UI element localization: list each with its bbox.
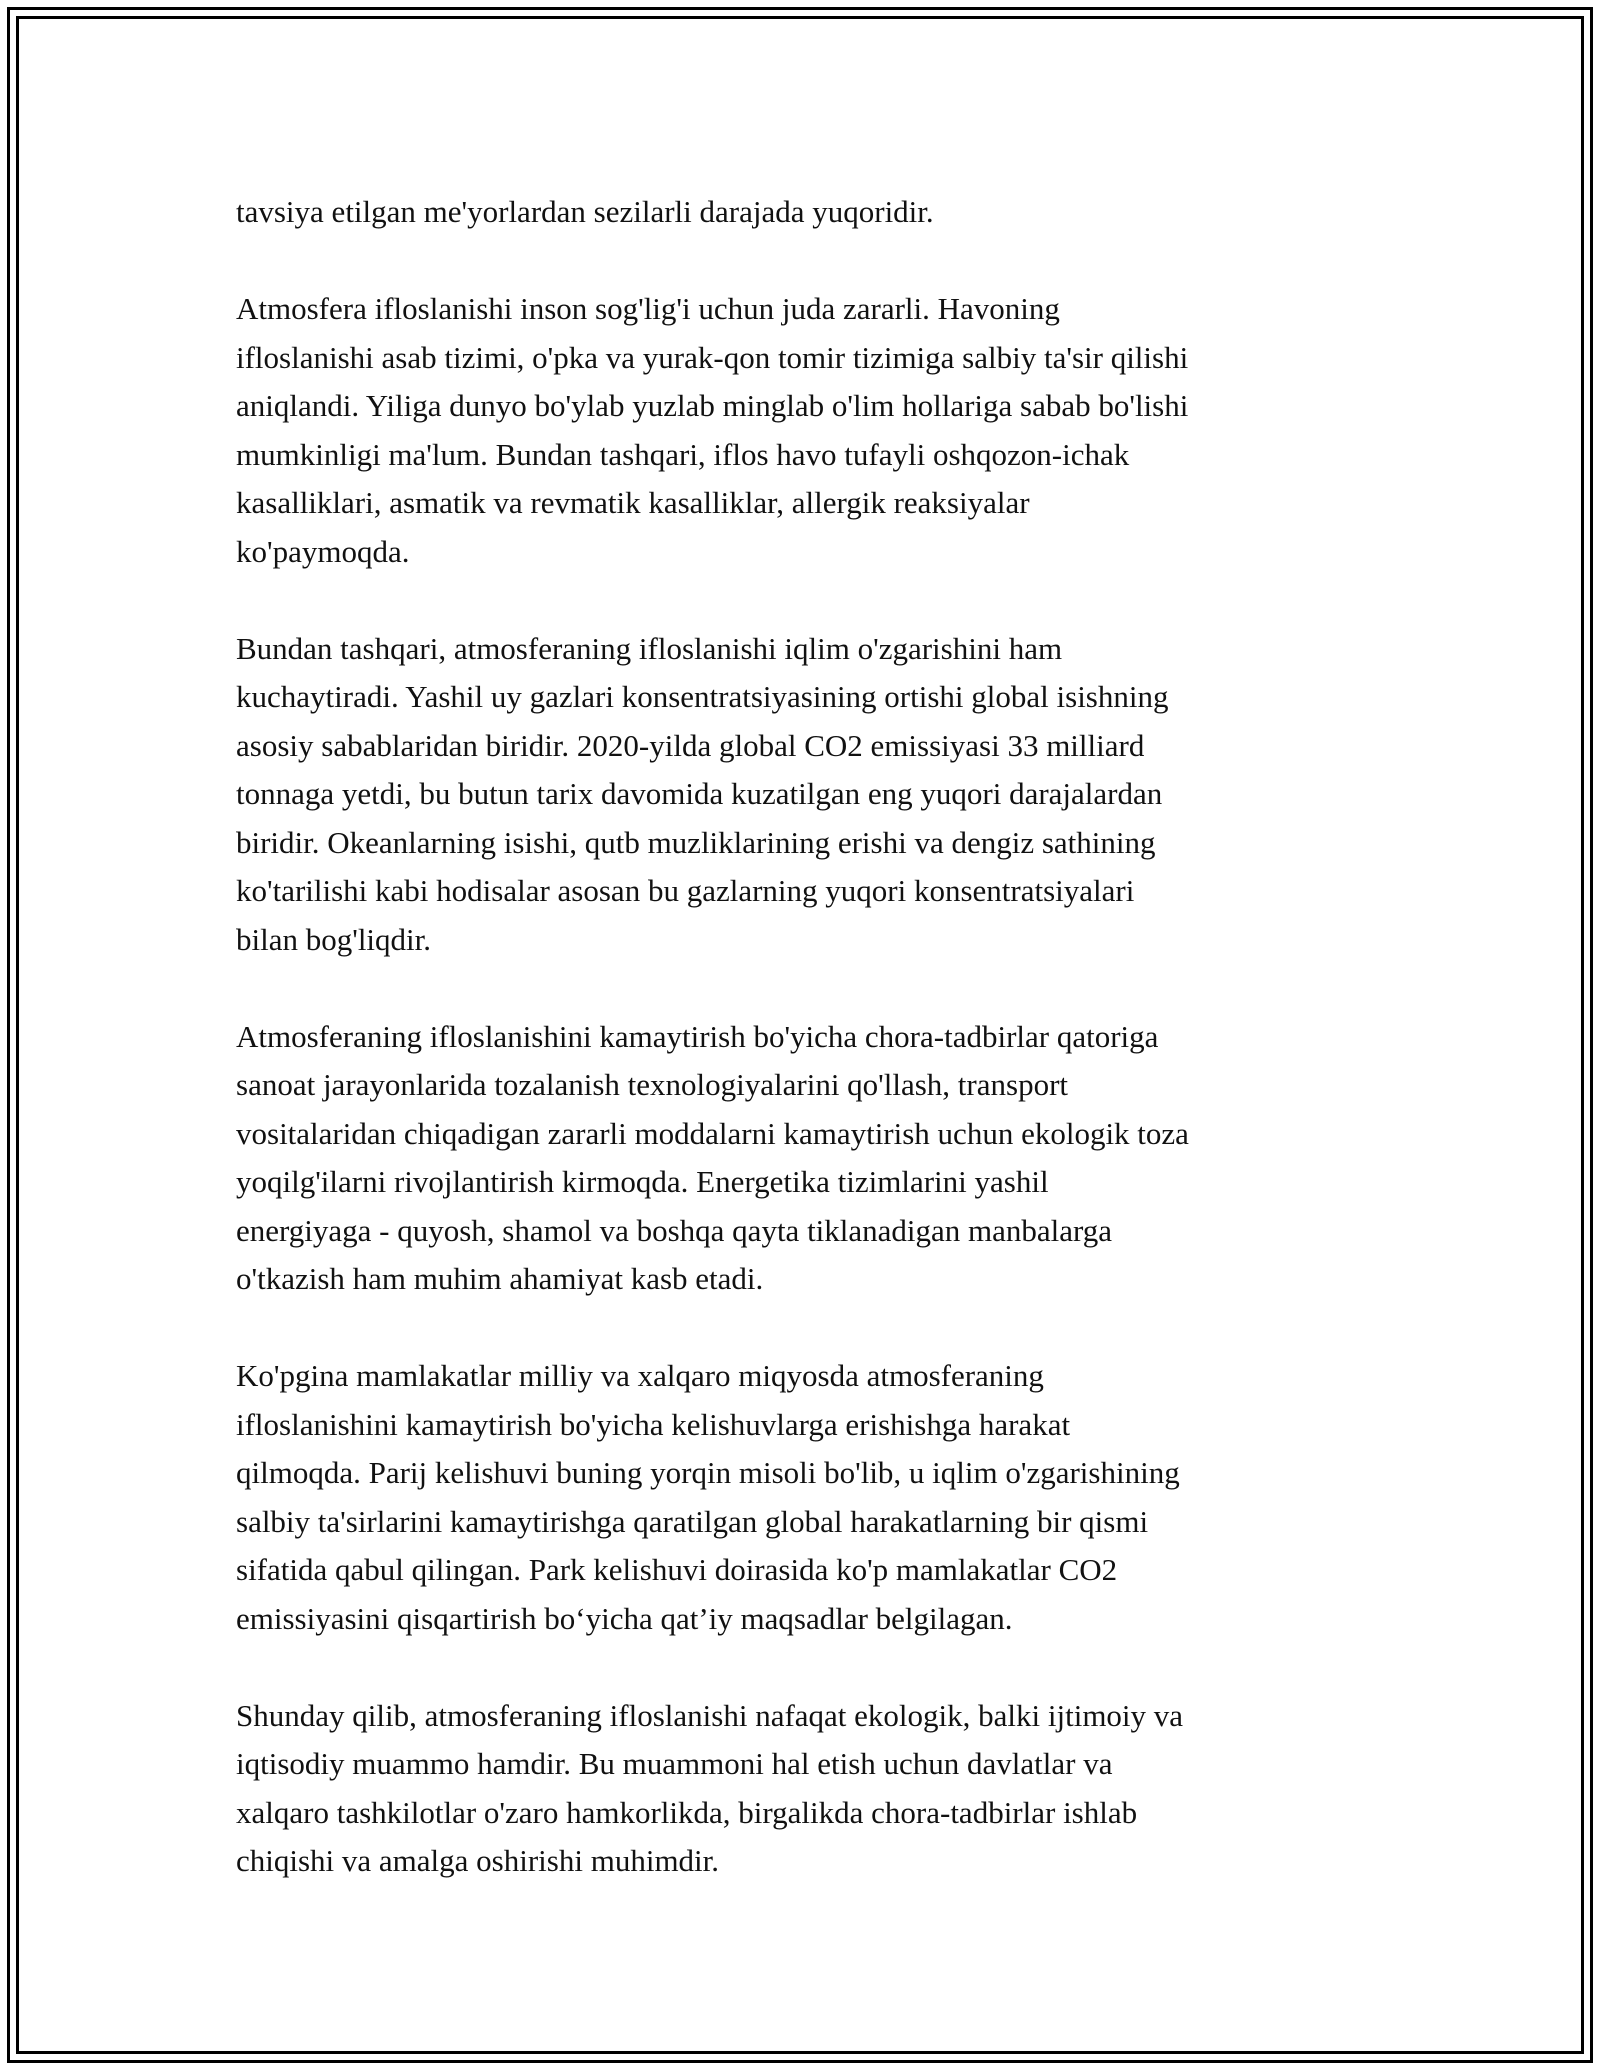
paragraph-conclusion: Shunday qilib, atmosferaning ifloslanishi nafaqat ekologik, balki ijtimoiy va iqtisodiy muammo hamdir. Bu muammoni hal etish uchun davlatlar va xalqaro tashkilotlar o'zaro hamkorlikda, birgalikda chora-tadbirlar ishlab chiqishi va amalga oshirishi muhimdir. [236,1697,1184,1878]
paragraph-mitigation-measures: Atmosferaning ifloslanishini kamaytirish bo'yicha chora-tadbirlar qatoriga sanoat jarayonlarida tozalanish texnologiyalarini qo'llash, transport vositalaridan chiqadigan zararli moddalarni kamaytirish uchun ekologik toza yoqilg'ilarni rivojlantirish kirmoqda. Energetika tizimlarini yashil energiyaga - quyosh, shamol va boshqa qayta tiklanadigan manbalarga o'tkazish ham muhim ahamiyat kasb etadi. [236,1018,1189,1296]
paragraph-continuation: tavsiya etilgan me'yorlardan sezilarli darajada yuqoridir. [236,194,934,229]
paragraph-climate-change: Bundan tashqari, atmosferaning ifloslanishi iqlim o'zgarishini ham kuchaytiradi. Yashil uy gazlari konsentratsiyasining ortishi global isishning asosiy sabablaridan biridir. 2020-yilda global CO2 emissiyasi 33 milliard tonnaga yetdi, bu butun tarix davomida kuzatilgan eng yuqori darajalardan biridir. Okeanlarning isishi, qutb muzliklarining erishi va dengiz sathining ko'tarilishi kabi hodisalar asosan bu gazlarning yuqori konsentratsiyalari bilan bog'liqdir. [236,630,1169,957]
paragraph-international-agreements: Ko'pgina mamlakatlar milliy va xalqaro miqyosda atmosferaning ifloslanishini kamaytirish bo'yicha kelishuvlarga erishishga harakat qilmoqda. Parij kelishuvi buning yorqin misoli bo'lib, u iqlim o'zgarishining salbiy ta'sirlarini kamaytirishga qaratilgan global harakatlarning bir qismi sifatida qabul qilingan. Park kelishuvi doirasida ko'p mamlakatlar CO2 emissiyasini qisqartirish bo‘yicha qat’iy maqsadlar belgilagan. [236,1358,1180,1636]
paragraph-health-effects: Atmosfera ifloslanishi inson sog'lig'i uchun juda zararli. Havoning ifloslanishi asab tizimi, o'pka va yurak-qon tomir tizimiga salbiy ta'sir qilishi aniqlandi. Yiliga dunyo bo'ylab yuzlab minglab o'lim hollariga sabab bo'lishi mumkinligi ma'lum. Bundan tashqari, iflos havo tufayli oshqozon-ichak kasalliklari, asmatik va revmatik kasalliklar, allergik reaksiyalar ko'paymoqda. [236,291,1189,569]
document-body [236,188,1372,1886]
